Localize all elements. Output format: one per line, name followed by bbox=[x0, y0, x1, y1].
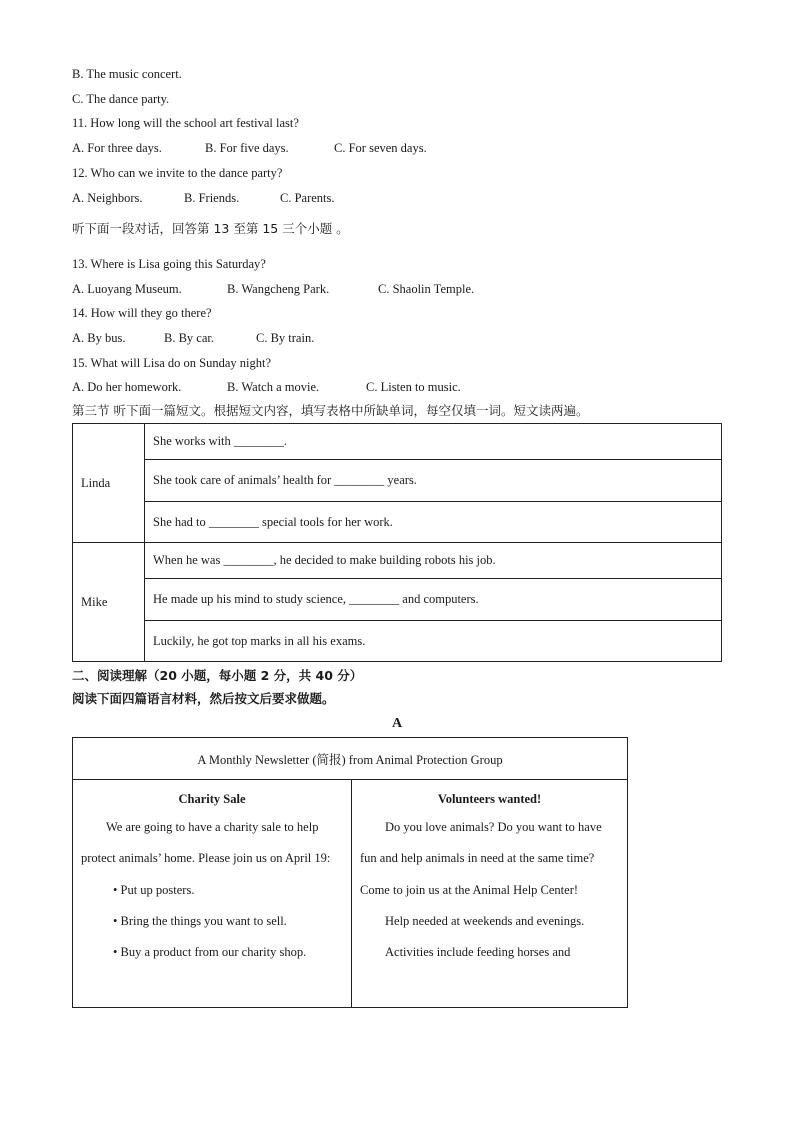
newsletter-header: A Monthly Newsletter (简报) from Animal Protection Group bbox=[73, 738, 628, 780]
row-label-mike: Mike bbox=[73, 543, 145, 662]
q12-options bbox=[72, 190, 335, 206]
q15-option-c: C. Listen to music. bbox=[366, 380, 461, 394]
section3-instruction: 第三节 听下面一篇短文。根据短文内容，填写表格中所缺单词，每空仅填一词。短文读两遍。 bbox=[72, 403, 589, 418]
list-item: • Put up posters. bbox=[113, 882, 195, 897]
q11-options bbox=[72, 140, 427, 156]
q13-option-c: C. Shaolin Temple. bbox=[378, 282, 475, 296]
table-row: When he was ________, he decided to make building robots his job. bbox=[145, 543, 722, 579]
charity-sale-column bbox=[73, 780, 352, 1008]
reading-heading: 二、阅读理解（20 小题，每小题 2 分，共 40 分） bbox=[72, 668, 363, 683]
table-row: She took care of animals’ health for ________ years. bbox=[145, 460, 722, 502]
q13-option-a: A. Luoyang Museum. bbox=[72, 282, 182, 296]
fill-in-table bbox=[72, 423, 722, 662]
q11-option-a: A. For three days. bbox=[72, 141, 162, 155]
q15-options bbox=[72, 379, 461, 395]
row-label-linda: Linda bbox=[73, 424, 145, 543]
q11-option-b: B. For five days. bbox=[205, 141, 289, 155]
q12-question: 12. Who can we invite to the dance party? bbox=[72, 166, 283, 180]
newsletter-table bbox=[72, 737, 628, 1008]
volunteers-text-2: Help needed at weekends and evenings. bbox=[385, 913, 585, 928]
passage-label: A bbox=[391, 716, 403, 731]
volunteers-title: Volunteers wanted! bbox=[437, 792, 542, 806]
volunteers-text-3: Activities include feeding horses and bbox=[385, 945, 571, 960]
table-row: She works with ________. bbox=[145, 424, 722, 460]
q13-question: 13. Where is Lisa going this Saturday? bbox=[72, 257, 266, 271]
q14-question: 14. How will they go there? bbox=[72, 306, 212, 320]
list-item: • Buy a product from our charity shop. bbox=[113, 945, 307, 960]
q14-options bbox=[72, 330, 314, 346]
q11-option-c: C. For seven days. bbox=[334, 141, 427, 155]
reading-instruction: 阅读下面四篇语言材料，然后按文后要求做题。 bbox=[72, 691, 335, 706]
q15-question: 15. What will Lisa do on Sunday night? bbox=[72, 356, 272, 370]
volunteers-column bbox=[352, 780, 628, 1008]
list-item: • Bring the things you want to sell. bbox=[113, 913, 287, 928]
q15-option-a: A. Do her homework. bbox=[72, 380, 182, 394]
q12-option-b: B. Friends. bbox=[184, 191, 240, 205]
q12-option-c: C. Parents. bbox=[280, 191, 335, 205]
q14-option-c: C. By train. bbox=[256, 331, 315, 345]
q13-option-b: B. Wangcheng Park. bbox=[227, 282, 330, 296]
q14-option-b: B. By car. bbox=[164, 331, 214, 345]
table-row: He made up his mind to study science, ________ and computers. bbox=[145, 579, 722, 621]
q13-options bbox=[72, 281, 474, 297]
charity-sale-title: Charity Sale bbox=[178, 792, 246, 806]
q10-option-b: B. The music concert. bbox=[72, 67, 182, 81]
q12-option-a: A. Neighbors. bbox=[72, 191, 143, 205]
q10-option-c: C. The dance party. bbox=[72, 92, 170, 106]
charity-sale-list bbox=[81, 875, 343, 969]
q11-question: 11. How long will the school art festival last? bbox=[72, 116, 299, 130]
table-row: Luckily, he got top marks in all his exams. bbox=[145, 621, 722, 662]
q15-option-b: B. Watch a movie. bbox=[227, 380, 320, 394]
charity-sale-text: We are going to have a charity sale to help protect animals’ home. Please join us on April 19: bbox=[81, 820, 331, 866]
table-row: She had to ________ special tools for her work. bbox=[145, 502, 722, 543]
volunteers-text: Do you love animals? Do you want to have fun and help animals in need at the same time? Come to join us at the Animal Help Center! bbox=[360, 820, 602, 897]
q14-option-a: A. By bus. bbox=[72, 331, 126, 345]
instruction-13-15: 听下面一段对话，回答第 13 至第 15 三个小题 。 bbox=[72, 221, 349, 236]
